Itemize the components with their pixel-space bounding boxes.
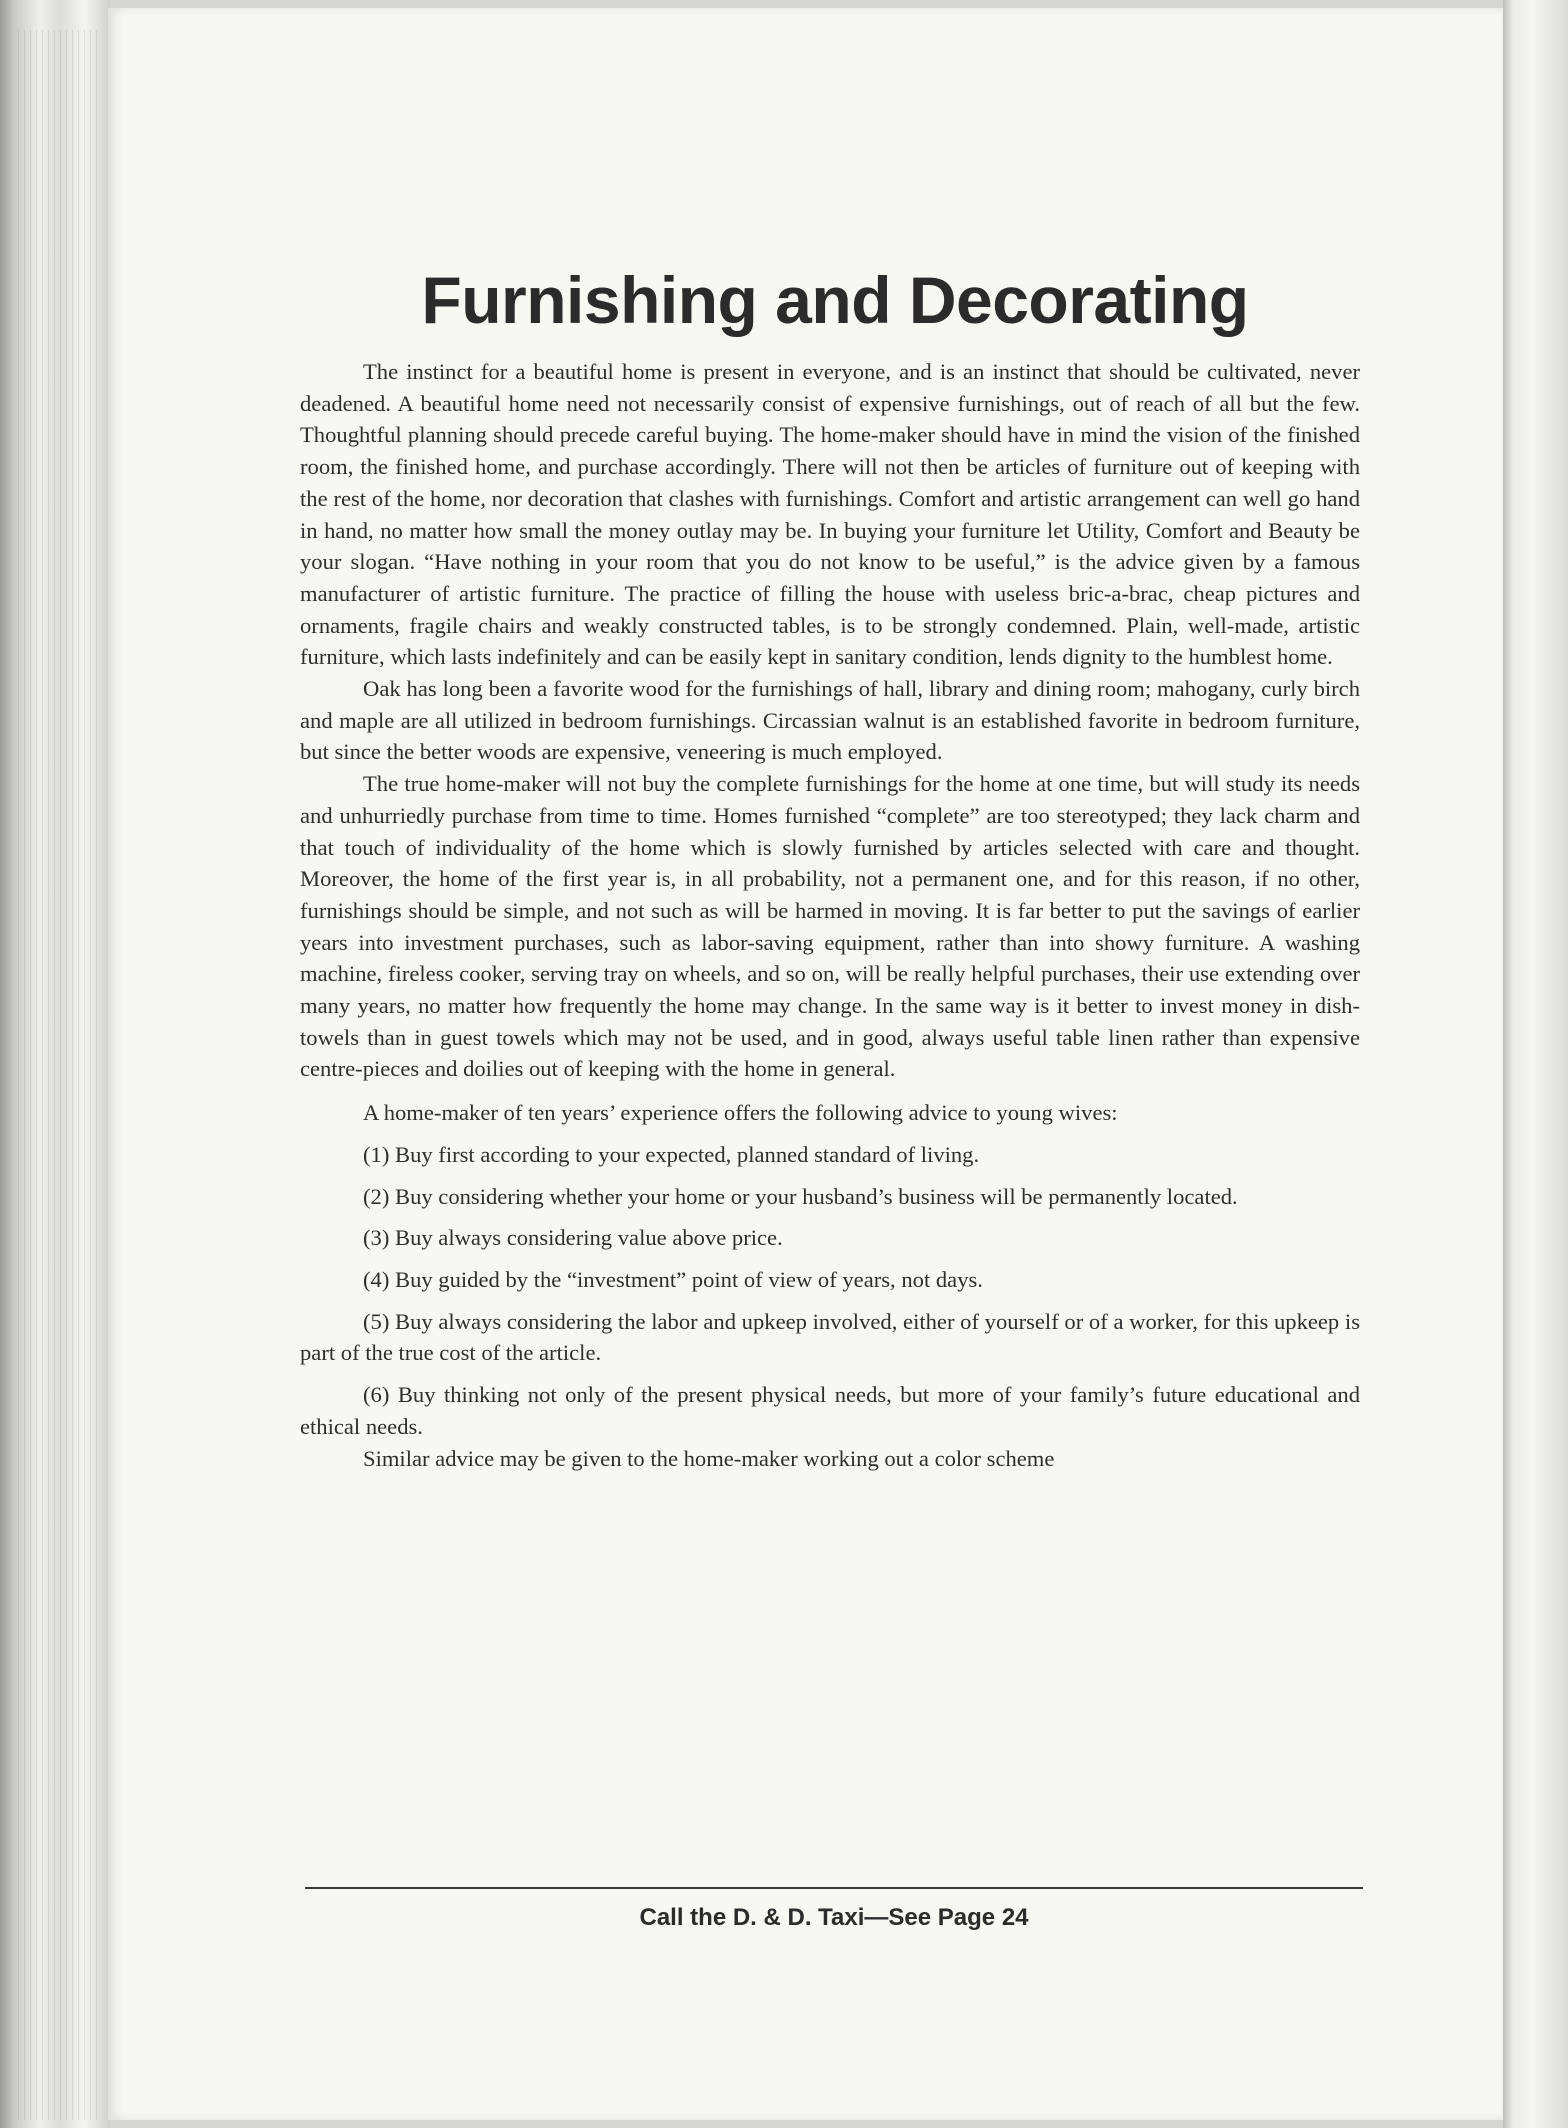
paragraph: The instinct for a beautiful home is present in everyone, and is an instinct that should be cultivated, never deadened. A beautiful home need not necessarily consist of expensive furnishings, out of reach of all but the few. Thoughtful planning should precede careful buying. The home-maker should have in mind the vision of the finished room, the finished home, and purchase accordingly. There will not then be articles of furniture out of keeping with the rest of the home, nor decoration that clashes with furnishings. Comfort and artistic arrangement can well go hand in hand, no matter how small the money outlay may be. In buying your furniture let Utility, Comfort and Beauty be your slogan. “Have nothing in your room that you do not know to be useful,” is the advice given by a famous manufacturer of artistic furniture. The practice of filling the house with useless bric-a-brac, cheap pictures and ornaments, fragile chairs and weakly constructed tables, is to be strongly condemned. Plain, well-made, artistic furniture, which lasts indefinitely and can be easily kept in sanitary condition, lends dignity to the humblest home. <box>300 359 1360 670</box>
book-spine-edge <box>0 0 110 2128</box>
advice-item: (1) Buy first according to your expected, planned standard of living. <box>363 1141 980 1167</box>
page-edge-lines <box>18 30 98 2120</box>
paragraph: Oak has long been a favorite wood for the furnishings of hall, library and dining room; mahogany, curly birch and maple are all utilized in bedroom furnishings. Circassian walnut is an established favorite in bedroom furniture, but since the better woods are expensive, veneering is much employed. <box>300 676 1360 765</box>
advice-item: (3) Buy always considering value above price. <box>363 1225 783 1251</box>
paragraph: The true home-maker will not buy the complete furnishings for the home at one time, but will study its needs and unhurriedly purchase from time to time. Homes furnished “complete” are too stereotyped; they lack charm and that touch of individuality of the home which is slowly furnished by articles selected with care and thought. Moreover, the home of the first year is, in all probability, not a permanent one, and for this reason, if no other, furnishings should be simple, and not such as will be harmed in moving. It is far better to put the savings of earlier years into investment purchases, such as labor-saving equipment, rather than into showy furniture. A washing machine, fireless cooker, serving tray on wheels, and so on, will be really helpful purchases, their use extending over many years, no matter how frequently the home may change. In the same way is it better to invest money in dish-towels than in guest towels which may not be used, and in good, always useful table linen rather than expensive centre-pieces and doilies out of keeping with the home in general. <box>300 771 1360 1082</box>
page-title: Furnishing and Decorating <box>421 263 1249 337</box>
closing-line: Similar advice may be given to the home-maker working out a color scheme <box>363 1445 1055 1471</box>
advice-intro: A home-maker of ten years’ experience offers the following advice to young wives: <box>363 1100 1118 1126</box>
advice-item: (2) Buy considering whether your home or your husband’s business will be permanently located. <box>363 1183 1238 1209</box>
footer-divider <box>305 1887 1363 1889</box>
footer-advertisement: Call the D. & D. Taxi—See Page 24 <box>639 1904 1029 1931</box>
advice-item: (4) Buy guided by the “investment” point of view of years, not days. <box>363 1266 983 1292</box>
right-page-edge <box>1503 0 1568 2128</box>
article-body <box>300 356 1360 1474</box>
advice-item: (6) Buy thinking not only of the present physical needs, but more of your family’s future educational and ethical needs. <box>300 1382 1360 1439</box>
advice-item: (5) Buy always considering the labor and upkeep involved, either of yourself or of a worker, for this upkeep is part of the true cost of the article. <box>300 1308 1360 1366</box>
